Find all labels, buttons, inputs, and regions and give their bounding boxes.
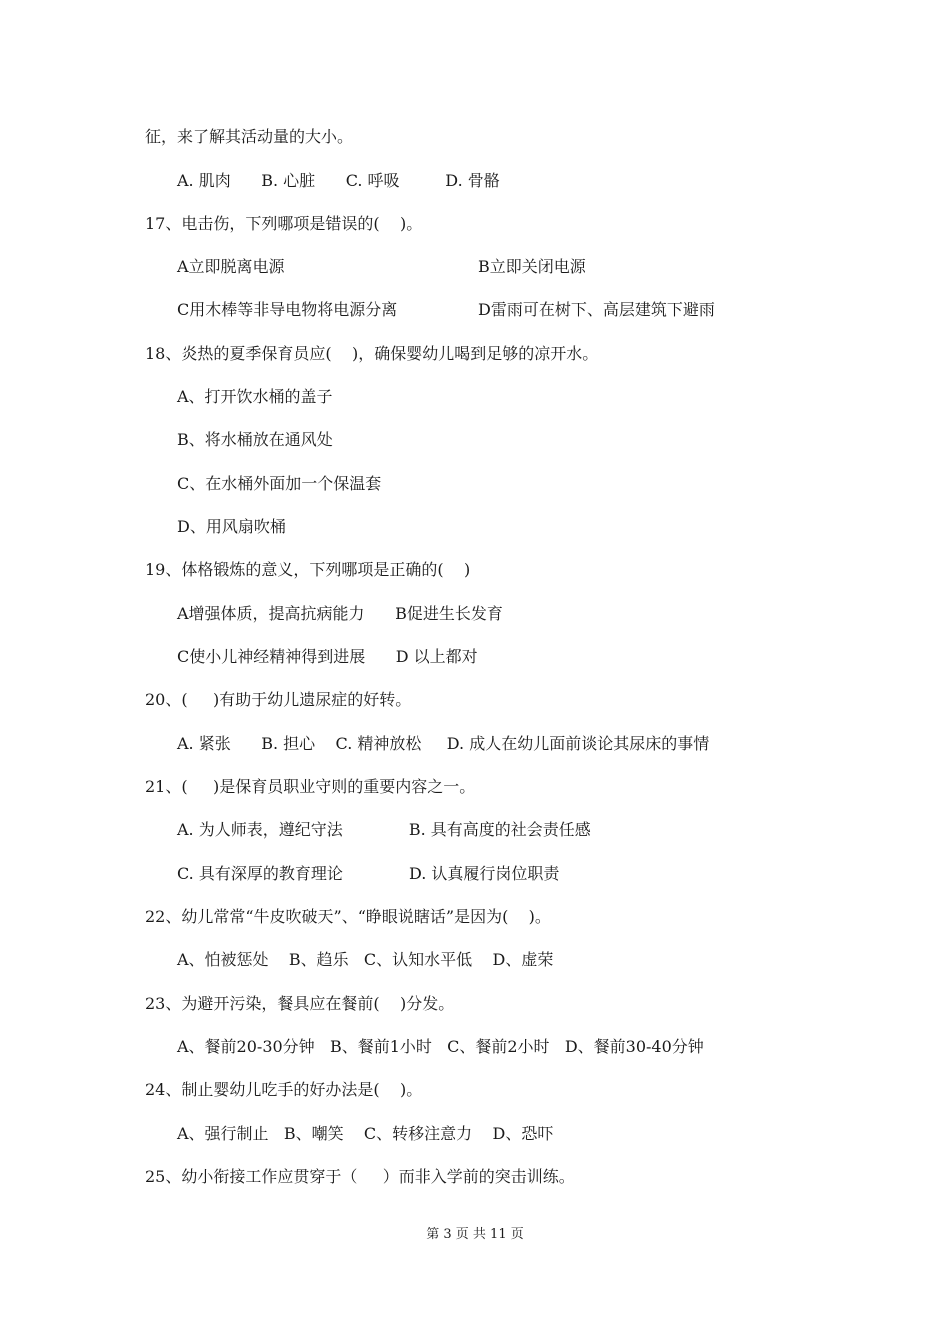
question-19-options-ab: A增强体质，提高抗病能力 B促进生长发育 <box>177 604 503 623</box>
question-16-options: A. 肌肉 B. 心脏 C. 呼吸 D. 骨骼 <box>177 171 500 190</box>
question-17-option-b: B立即关闭电源 <box>478 257 586 276</box>
question-18-option-d: D、用风扇吹桶 <box>177 517 286 536</box>
question-21-options-ab: A. 为人师表，遵纪守法 B. 具有高度的社会责任感 <box>177 820 591 839</box>
question-18-stem: 18、炎热的夏季保育员应( )，确保婴幼儿喝到足够的凉开水。 <box>145 344 599 363</box>
question-21-stem: 21、( )是保育员职业守则的重要内容之一。 <box>145 777 476 796</box>
question-22-stem: 22、幼儿常常“牛皮吹破天”、“睁眼说瞎话”是因为( )。 <box>145 907 551 926</box>
question-23-options: A、餐前20-30分钟 B、餐前1小时 C、餐前2小时 D、餐前30-40分钟 <box>177 1037 704 1056</box>
question-21-options-cd: C. 具有深厚的教育理论 D. 认真履行岗位职责 <box>177 864 560 883</box>
question-20-options: A. 紧张 B. 担心 C. 精神放松 D. 成人在幼儿面前谈论其尿床的事情 <box>177 734 710 753</box>
question-19-options-cd: C使小儿神经精神得到进展 D 以上都对 <box>177 647 478 666</box>
question-17-option-d: D雷雨可在树下、高层建筑下避雨 <box>478 300 715 319</box>
question-18-option-c: C、在水桶外面加一个保温套 <box>177 474 382 493</box>
question-18-option-a: A、打开饮水桶的盖子 <box>177 387 333 406</box>
question-17-option-a: A立即脱离电源 <box>177 257 285 276</box>
question-23-stem: 23、为避开污染，餐具应在餐前( )分发。 <box>145 994 455 1013</box>
page-number-footer: 第 3 页 共 11 页 <box>426 1227 524 1242</box>
question-20-stem: 20、( )有助于幼儿遗尿症的好转。 <box>145 690 412 709</box>
question-22-options: A、怕被惩处 B、趋乐 C、认知水平低 D、虚荣 <box>177 950 554 969</box>
question-16-continuation: 征，来了解其活动量的大小。 <box>145 127 354 146</box>
question-17-option-c: C用木棒等非导电物将电源分离 <box>177 300 398 319</box>
question-18-option-b: B、将水桶放在通风处 <box>177 430 333 449</box>
question-17-stem: 17、电击伤，下列哪项是错误的( )。 <box>145 214 423 233</box>
question-25-stem: 25、幼小衔接工作应贯穿于（ ）而非入学前的突击训练。 <box>145 1167 575 1186</box>
question-24-stem: 24、制止婴幼儿吃手的好办法是( )。 <box>145 1080 423 1099</box>
question-24-options: A、强行制止 B、嘲笑 C、转移注意力 D、恐吓 <box>177 1124 554 1143</box>
question-19-stem: 19、体格锻炼的意义，下列哪项是正确的( ) <box>145 560 471 579</box>
